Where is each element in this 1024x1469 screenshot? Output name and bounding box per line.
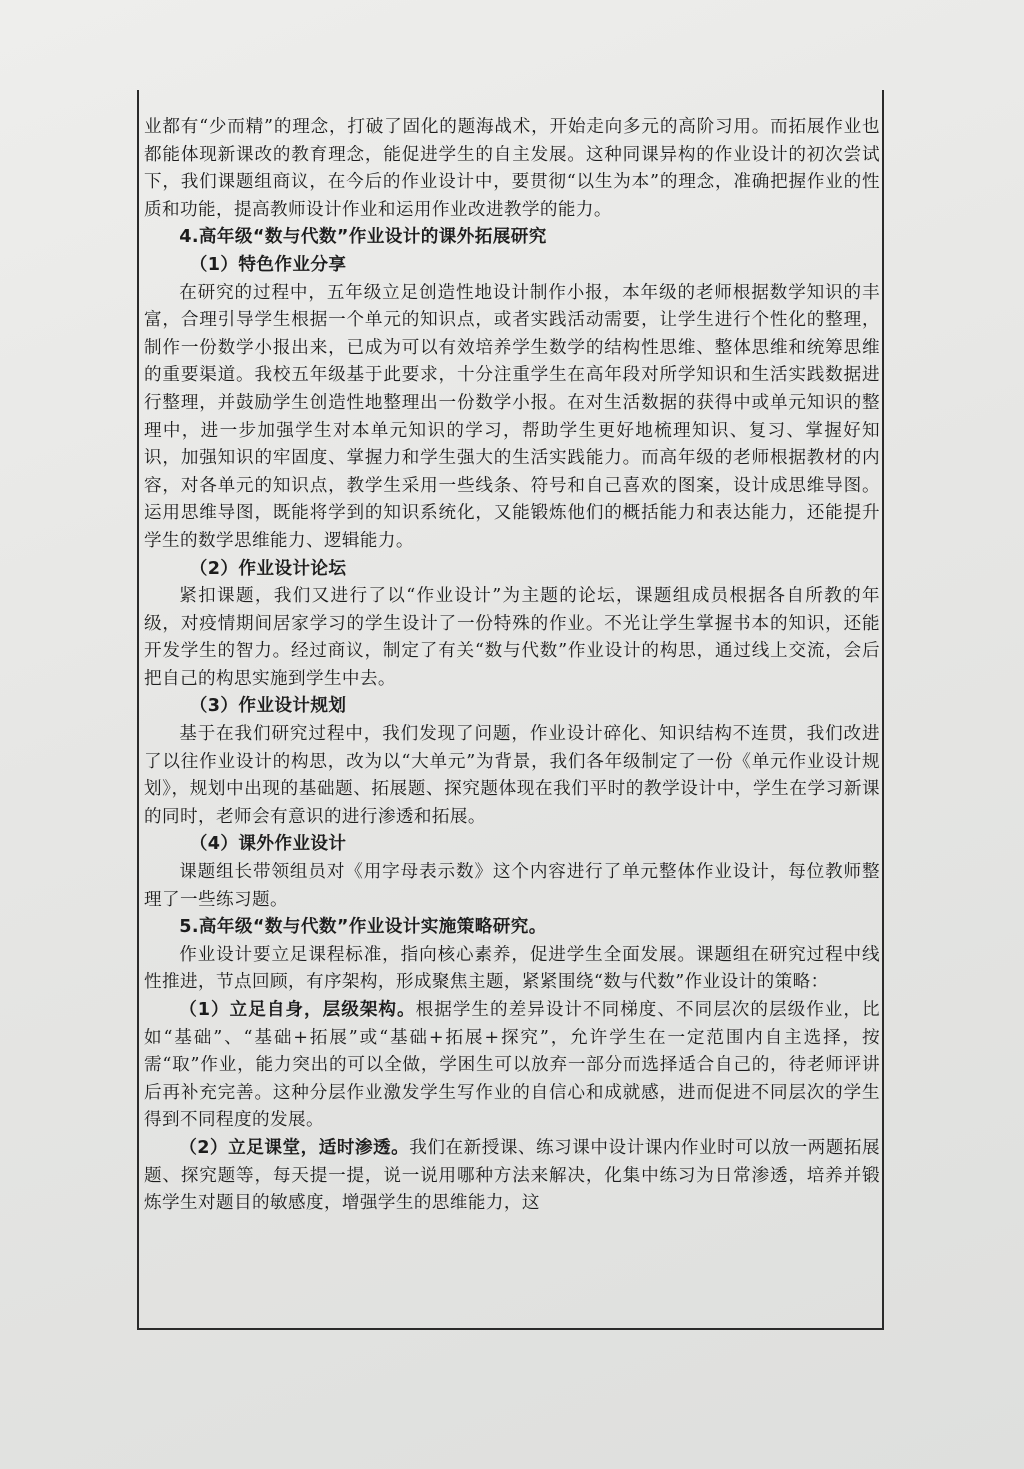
strategy-1-text: 根据学生的差异设计不同梯度、不同层次的层级作业，比如“基础”、“基础+拓展”或“基础+拓展+探究”，允许学生在一定范围内自主选择，按需“取”作业，能力突出的可以全做，学困生可以放弃一部分而选择适合自己的，待老师评讲后再补充完善。这种分层作业激发学生写作业的自信心和成就感，进而促进不同层次的学生得到不同程度的发展。 <box>144 1000 880 1131</box>
strategy-1-lead: （1）立足自身，层级架构。 <box>179 1000 416 1020</box>
strategy-2-text: 我们在新授课、练习课中设计课内作业时可以放一两题拓展题、探究题等，每天提一提，说一说用哪种方法来解决，化集中练习为日常渗透，培养并锻炼学生对题目的敏感度，增强学生的思维能力，这 <box>144 1137 880 1214</box>
paragraph-strategy-2 <box>144 1135 880 1218</box>
subheading-feature-homework: （1）特色作业分享 <box>189 254 347 275</box>
paragraph-feature-homework: 在研究的过程中，五年级立足创造性地设计制作小报，本年级的老师根据数学知识的丰富，合理引导学生根据一个单元的知识点，或者实践活动需要，让学生进行个性化的整理，制作一份数学小报出来，已成为可以有效培养学生数学的结构性思维、整体思维和统筹思维的重要渠道。我校五年级基于此要求，十分注重学生在高年段对所学知识和生活实践数据进行整理，并鼓励学生创造性地整理出一份数学小报。在对生活数据的获得中或单元知识的整理中，进一步加强学生对本单元知识的学习，帮助学生更好地梳理知识、复习、掌握好知识，加强知识的牢固度、掌握力和学生强大的生活实践能力。而高年级的老师根据教材的内容，对各单元的知识点，教学生采用一些线条、符号和自己喜欢的图案，设计成思维导图。运用思维导图，既能将学到的知识系统化，又能锻炼他们的概括能力和表达能力，还能提升学生的数学思维能力、逻辑能力。 <box>144 282 880 551</box>
subheading-forum: （2）作业设计论坛 <box>189 558 347 579</box>
paragraph-strategy-intro: 作业设计要立足课程标准，指向核心素养，促进学生全面发展。课题组在研究过程中线性推进，节点回顾，有序架构，形成聚焦主题，紧紧围绕“数与代数”作业设计的策略： <box>144 944 880 993</box>
paragraph-extracurricular: 课题组长带领组员对《用字母表示数》这个内容进行了单元整体作业设计，每位教师整理了一些练习题。 <box>144 862 880 910</box>
document-body <box>144 114 880 1218</box>
paragraph-forum: 紧扣课题，我们又进行了以“作业设计”为主题的论坛，课题组成员根据各自所教的年级，对疫情期间居家学习的学生设计了一份特殊的作业。不光让学生掌握书本的知识，还能开发学生的智力。经过商议，制定了有关“数与代数”作业设计的构思，通过线上交流，会后把自己的构思实施到学生中去。 <box>144 586 880 689</box>
subheading-planning: （3）作业设计规划 <box>189 696 347 717</box>
section-heading-4: 4.高年级“数与代数”作业设计的课外拓展研究 <box>179 227 547 248</box>
strategy-2-lead: （2）立足课堂，适时渗透。 <box>179 1137 410 1158</box>
paragraph-intro: 业都有“少而精”的理念，打破了固化的题海战术，开始走向多元的高阶习用。而拓展作业也都能体现新课改的教育理念，能促进学生的自主发展。这种同课异构的作业设计的初次尝试下，我们课题组商议，在今后的作业设计中，要贯彻“以生为本”的理念，准确把握作业的性质和功能，提高教师设计作业和运用作业改进教学的能力。 <box>144 117 880 220</box>
section-heading-5: 5.高年级“数与代数”作业设计实施策略研究。 <box>179 917 547 938</box>
paragraph-planning: 基于在我们研究过程中，我们发现了问题，作业设计碎化、知识结构不连贯，我们改进了以往作业设计的构思，改为以“大单元”为背景，我们各年级制定了一份《单元作业设计规划》，规划中出现的基础题、拓展题、探究题体现在我们平时的教学设计中，学生在学习新课的同时，老师会有意识的进行渗透和拓展。 <box>144 724 880 827</box>
paragraph-strategy-1 <box>144 997 880 1135</box>
subheading-extracurricular: （4）课外作业设计 <box>189 834 347 855</box>
